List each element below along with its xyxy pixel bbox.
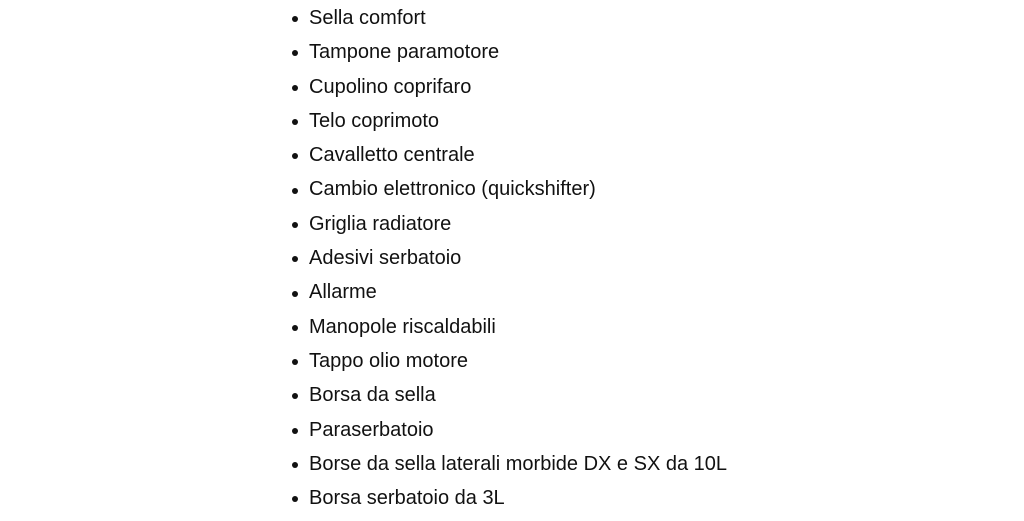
list-item-label: Cupolino coprifaro xyxy=(309,75,472,98)
list-item-label: Sella comfort xyxy=(309,7,426,29)
list-item-label: Griglia radiatore xyxy=(309,212,452,235)
list-item xyxy=(292,172,727,206)
accessory-list xyxy=(292,1,727,515)
bullet-icon xyxy=(292,188,298,194)
list-item xyxy=(292,35,727,69)
bullet-icon xyxy=(292,119,298,125)
list-item-label: Borsa serbatoio da 3L xyxy=(309,487,505,510)
bullet-icon xyxy=(292,359,298,365)
bullet-icon xyxy=(292,325,298,331)
bullet-icon xyxy=(292,50,298,56)
bullet-icon xyxy=(292,428,298,434)
list-item xyxy=(292,70,727,104)
list-item xyxy=(292,275,727,309)
bullet-icon xyxy=(292,256,298,262)
list-item xyxy=(292,378,727,412)
list-item-label: Cavalletto centrale xyxy=(309,144,475,167)
list-item xyxy=(292,413,727,447)
bullet-icon xyxy=(292,393,298,399)
list-item xyxy=(292,1,727,35)
list-item xyxy=(292,241,727,275)
list-item-label: Allarme xyxy=(309,281,377,304)
list-item xyxy=(292,138,727,172)
list-item-label: Telo coprimoto xyxy=(309,109,440,132)
list-item-label: Cambio elettronico (quickshifter) xyxy=(309,178,596,201)
list-item xyxy=(292,481,727,515)
bullet-icon xyxy=(292,462,298,468)
list-item-label: Borse da sella laterali morbide DX e SX da 10L xyxy=(309,452,728,475)
list-item-label: Tampone paramotore xyxy=(309,41,500,64)
bullet-icon xyxy=(292,496,298,502)
list-item-label: Manopole riscaldabili xyxy=(309,315,496,338)
list-item-label: Borsa da sella xyxy=(309,384,436,407)
list-item xyxy=(292,104,727,138)
list-item xyxy=(292,207,727,241)
bullet-icon xyxy=(292,85,298,91)
list-item xyxy=(292,344,727,378)
list-item xyxy=(292,447,727,481)
list-item xyxy=(292,310,727,344)
bullet-icon xyxy=(292,222,298,228)
bullet-icon xyxy=(292,153,298,159)
bullet-icon xyxy=(292,291,298,297)
list-item-label: Adesivi serbatoio xyxy=(309,247,462,270)
list-item-label: Paraserbatoio xyxy=(309,418,434,441)
bullet-icon xyxy=(292,16,298,22)
list-item-label: Tappo olio motore xyxy=(309,349,468,372)
